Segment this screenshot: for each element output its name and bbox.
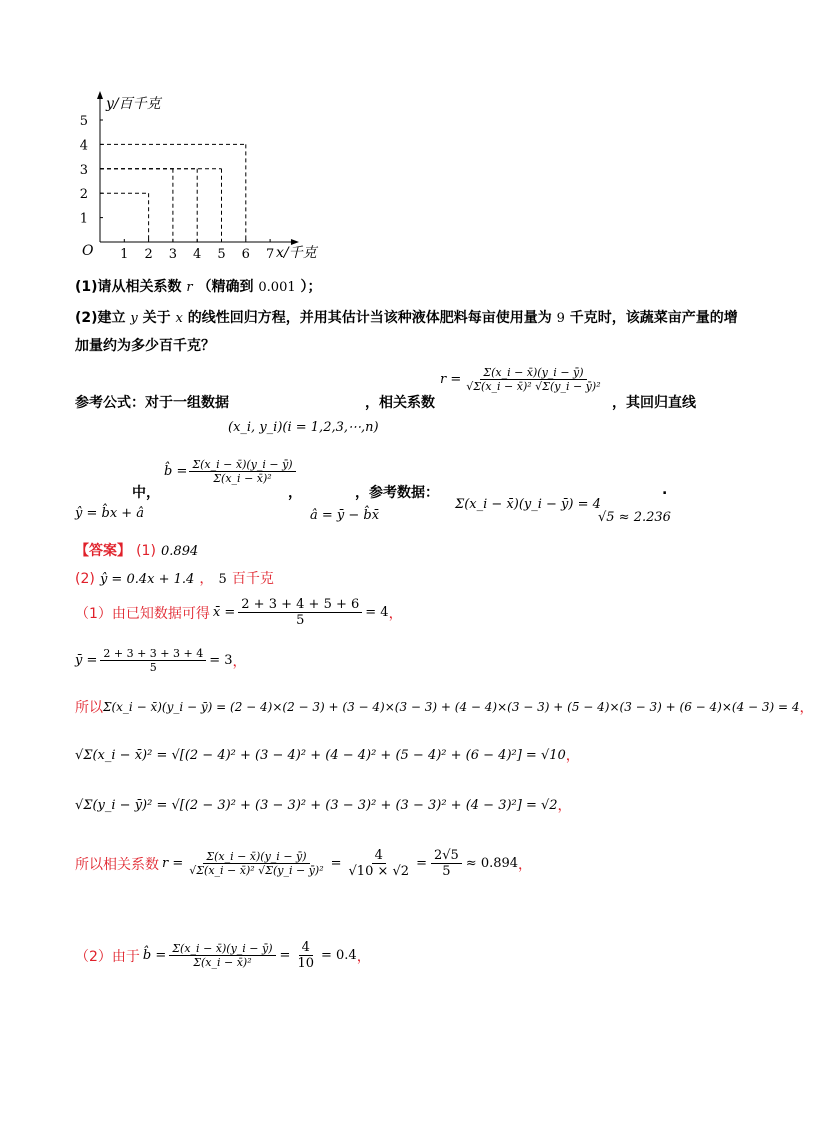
s2-end: ，	[232, 653, 247, 670]
answer-2-equation: ŷ = 0.4x + 1.4	[99, 572, 195, 587]
origin-label: O	[82, 243, 94, 259]
answer-1-value: 0.894	[161, 544, 199, 559]
reference-lead: 参考公式：对于一组数据	[75, 395, 229, 411]
reference-data-label: ，参考数据：	[355, 485, 439, 501]
s7-den: Σ(x_i − x̄)²	[193, 956, 252, 969]
solution-step-2	[75, 647, 247, 674]
q2-y: y	[130, 311, 138, 326]
x-tick-label: 7	[265, 247, 275, 262]
answer-line-2	[75, 568, 274, 588]
s1-end: ，	[388, 605, 403, 622]
reference-a-formula: â = ȳ − b̂x̄	[310, 508, 380, 523]
s6-text: 所以相关系数	[75, 856, 159, 873]
s3-text: 所以	[75, 700, 103, 716]
x-axis-label: x/千克	[276, 245, 317, 261]
y-axis-label: y/百千克	[106, 96, 161, 112]
x-tick-label: 6	[241, 247, 250, 262]
s5-end: ，	[557, 798, 572, 814]
s6-num: Σ(x_i − x̄)(y_i − ȳ)	[203, 850, 309, 864]
solution-step-7	[75, 940, 371, 971]
y-tick-label: 3	[79, 162, 88, 178]
reference-corr-label: ，相关系数	[365, 395, 435, 411]
ref-r-eq: r =	[440, 372, 462, 387]
q1-end: ）；	[300, 279, 322, 295]
q1-precision: 0.001	[258, 280, 296, 295]
s6-fraction-2	[346, 848, 413, 879]
s3-end: ，	[799, 700, 814, 716]
q2-nine: 9	[556, 311, 565, 326]
chart	[70, 88, 340, 268]
x-tick-label: 5	[217, 247, 226, 262]
s1-xbar: x̄ =	[212, 605, 236, 620]
x-tick-label: 3	[168, 247, 178, 262]
ref-b-num: Σ(x_i − x̄)(y_i − ȳ)	[189, 458, 295, 472]
s1-den: 5	[296, 613, 305, 628]
answer-tag: 【答案】	[75, 543, 131, 559]
s7-end: ，	[356, 948, 371, 965]
question-2-line2: 加量约为多少百千克？	[75, 338, 215, 354]
s2-num: 2 + 3 + 3 + 3 + 4	[100, 647, 206, 661]
reference-dataset: (x_i, y_i)(i = 1,2,3,⋯,n)	[228, 420, 379, 435]
ref-b-eq: b̂ =	[164, 464, 188, 479]
reference-comma: ，	[288, 485, 302, 501]
solution-step-4	[75, 745, 580, 765]
x-tick-label: 4	[193, 247, 202, 262]
s2-fraction	[100, 647, 206, 674]
answer-2-label: (2)	[75, 571, 95, 587]
solution-step-6	[75, 848, 532, 879]
q2-mid2: 的线性回归方程，并用其估计当该种液体肥料每亩使用量为	[187, 310, 552, 326]
ref-r-fraction	[463, 366, 603, 393]
q2-mid1: 关于	[142, 310, 171, 326]
s1-num: 2 + 3 + 4 + 5 + 6	[238, 597, 362, 613]
s2-ybar: ȳ =	[75, 653, 98, 668]
s1-fraction	[238, 597, 362, 628]
reference-sqrt5: √5 ≈ 2.236	[598, 510, 671, 525]
reference-yhat: ŷ = b̂x + â	[75, 506, 145, 521]
s6-f2den: √10 × √2	[348, 864, 410, 879]
s7-f2den: 10	[297, 956, 314, 971]
s7-text: （2）由于	[75, 948, 140, 965]
reference-zhong: 中，	[132, 485, 160, 501]
reference-b-formula	[164, 458, 296, 485]
x-tick-label: 2	[144, 247, 153, 262]
s6-r: r =	[162, 856, 184, 871]
s7-eq: =	[279, 948, 291, 963]
s2-den: 5	[149, 661, 157, 674]
s4-end: ，	[565, 748, 580, 764]
question-1	[75, 276, 321, 296]
x-tick-label: 1	[120, 247, 129, 262]
s6-fraction-3	[431, 848, 462, 879]
q1-mid: （精确到	[197, 279, 254, 295]
ref-r-den: √Σ(x_i − x̄)² √Σ(y_i − ȳ)²	[466, 380, 601, 393]
s6-f3den: 5	[442, 864, 451, 879]
answer-1-label: (1)	[136, 543, 156, 559]
reference-regress-text: ，其回归直线	[612, 395, 696, 411]
answer-2-value: 5	[218, 572, 227, 587]
s6-fraction-1	[186, 850, 326, 877]
ref-b-den: Σ(x_i − x̄)²	[213, 472, 272, 485]
y-tick-label: 4	[79, 138, 88, 154]
q1-prefix: (1)请从相关系数	[75, 279, 182, 295]
answer-2-unit: 百千克	[231, 571, 274, 587]
s7-result: = 0.4	[320, 948, 357, 963]
s3-expr: Σ(x_i − x̄)(y_i − ȳ) = (2 − 4)×(2 − 3) + (3 − 4)×(3 − 3) + (4 − 4)×(3 − 3) + (5 − 4)×(3 − 3) + (6 − 4)×(4 − 3) = 4	[103, 700, 800, 714]
s7-b: b̂ =	[142, 948, 167, 963]
q2-x: x	[175, 311, 183, 326]
ref-r-num: Σ(x_i − x̄)(y_i − ȳ)	[480, 366, 586, 380]
solution-step-3	[75, 697, 814, 717]
q2-mid3: 千克时，该蔬菜亩产量的增	[569, 310, 738, 326]
s6-f2num: 4	[372, 848, 386, 864]
s6-eq1: =	[330, 856, 342, 871]
y-tick-label: 1	[79, 211, 88, 227]
answer-line-1	[75, 540, 198, 560]
reference-r-formula	[440, 366, 604, 393]
s5-expr: √Σ(y_i − ȳ)² = √[(2 − 3)² + (3 − 3)² + (3 − 3)² + (3 − 3)² + (4 − 3)²] = √2	[75, 797, 558, 813]
s7-fraction-1	[169, 942, 275, 969]
y-tick-label: 5	[79, 114, 88, 129]
y-axis-arrow	[97, 91, 103, 99]
s7-num: Σ(x_i − x̄)(y_i − ȳ)	[169, 942, 275, 956]
s6-den: √Σ(x_i − x̄)² √Σ(y_i − ȳ)²	[189, 864, 324, 877]
s7-f2num: 4	[299, 940, 313, 956]
q2-prefix: (2)建立	[75, 310, 126, 326]
question-2	[75, 307, 738, 327]
s1-result: = 4	[365, 605, 389, 620]
s2-result: = 3	[209, 653, 233, 668]
y-tick-label: 2	[79, 187, 88, 203]
s6-eq2: =	[416, 856, 427, 871]
s7-fraction-2	[294, 940, 317, 971]
s6-end: ，	[518, 856, 533, 873]
s1-text: （1）由已知数据可得	[75, 605, 210, 622]
solution-step-5	[75, 795, 572, 815]
s6-result: ≈ 0.894	[465, 856, 519, 871]
reference-data-sum: Σ(x_i − x̄)(y_i − ȳ) = 4	[455, 497, 601, 512]
answer-2-sep: ，	[199, 571, 214, 587]
s6-f3num: 2√5	[431, 848, 462, 864]
solution-step-1	[75, 597, 403, 628]
q1-var: r	[186, 280, 193, 295]
s4-expr: √Σ(x_i − x̄)² = √[(2 − 4)² + (3 − 4)² + (4 − 4)² + (5 − 4)² + (6 − 4)²] = √10	[75, 747, 566, 763]
ref-b-fraction	[189, 458, 295, 485]
reference-period: .	[662, 482, 668, 498]
